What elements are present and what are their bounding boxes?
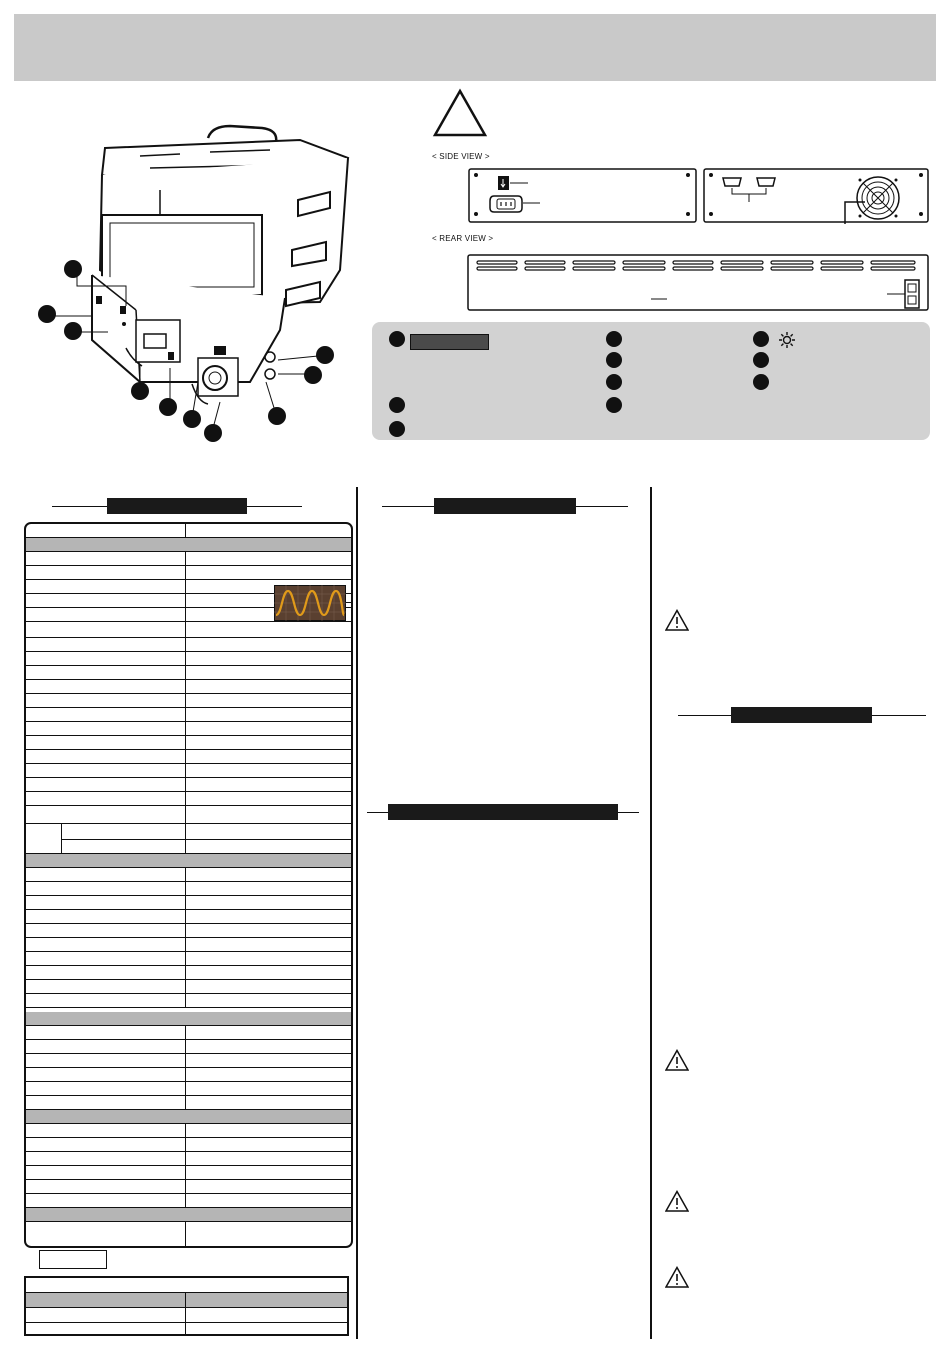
table-row [26, 750, 351, 764]
table-col-divider [185, 1293, 186, 1334]
table-row [26, 938, 351, 952]
callout-marker [64, 322, 82, 340]
table-row [26, 1040, 351, 1054]
table-row [26, 778, 351, 792]
header-band [14, 14, 936, 81]
table-row [26, 708, 351, 722]
rear-view-panel [467, 254, 929, 312]
table-group-header [26, 1012, 351, 1026]
callout-marker [204, 424, 222, 442]
table-group-header [26, 1208, 351, 1222]
column-divider [650, 487, 652, 1339]
callout-marker [38, 305, 56, 323]
table-group-header [26, 538, 351, 552]
legend-marker [753, 352, 769, 368]
callout-marker [64, 260, 82, 278]
table-row [26, 1068, 351, 1082]
table-row [26, 1054, 351, 1068]
table-row [26, 524, 351, 538]
table-row [26, 1124, 351, 1138]
legend-marker [606, 374, 622, 390]
table-row [26, 566, 351, 580]
table-group-header [26, 854, 351, 868]
sine-wave-icon [274, 585, 346, 621]
section-title-bar [107, 498, 247, 514]
product-illustration [30, 120, 360, 450]
warning-icon [665, 1190, 689, 1212]
specifications-table [24, 522, 353, 1248]
side-view-label: < SIDE VIEW > [432, 152, 490, 161]
table-row [26, 882, 351, 896]
leader-line [346, 602, 352, 603]
table-row [26, 910, 351, 924]
legend-marker [606, 331, 622, 347]
table-row [26, 1138, 351, 1152]
note-label-box [39, 1250, 107, 1269]
section-title-bar [388, 804, 618, 820]
table-row [26, 868, 351, 882]
table-row [26, 652, 351, 666]
table-row [61, 826, 351, 840]
section-title-bar [434, 498, 576, 514]
legend-marker [389, 397, 405, 413]
table-row [26, 1166, 351, 1180]
table-col-divider [61, 824, 62, 854]
table-row [26, 924, 351, 938]
warning-icon [665, 1049, 689, 1071]
secondary-table [24, 1276, 349, 1336]
table-row [26, 1026, 351, 1040]
table-row [26, 1194, 351, 1208]
table-row [26, 1278, 347, 1293]
table-row [26, 694, 351, 708]
legend-highlight-box [410, 334, 489, 350]
legend-marker [753, 374, 769, 390]
table-row [26, 1222, 351, 1236]
table-row [26, 840, 351, 854]
legend-marker [753, 331, 769, 347]
table-row [26, 552, 351, 566]
sun-icon [778, 331, 796, 349]
table-row [26, 680, 351, 694]
table-row [26, 1096, 351, 1110]
table-row [26, 810, 351, 824]
table-row [26, 736, 351, 750]
table-row [26, 792, 351, 806]
table-row [26, 1152, 351, 1166]
rear-view-label: < REAR VIEW > [432, 234, 494, 243]
table-group-header [26, 1293, 347, 1308]
warning-triangle-icon [432, 88, 488, 138]
table-group-header [26, 1110, 351, 1124]
table-row [26, 952, 351, 966]
table-row [26, 666, 351, 680]
table-row [26, 994, 351, 1008]
legend-marker [606, 397, 622, 413]
callout-marker [159, 398, 177, 416]
table-row [26, 638, 351, 652]
table-row [26, 1180, 351, 1194]
table-row [26, 764, 351, 778]
callout-marker [183, 410, 201, 428]
table-row [26, 980, 351, 994]
callout-marker [304, 366, 322, 384]
legend-marker [389, 421, 405, 437]
column-divider [356, 487, 358, 1339]
callout-marker [268, 407, 286, 425]
table-row [26, 1321, 347, 1336]
table-row [26, 624, 351, 638]
table-row [26, 896, 351, 910]
table-row [26, 1082, 351, 1096]
legend-marker [606, 352, 622, 368]
callout-marker [316, 346, 334, 364]
side-view-panel-left [468, 168, 697, 224]
legend-marker [389, 331, 405, 347]
warning-icon [665, 609, 689, 631]
section-title-bar [731, 707, 872, 723]
warning-icon [665, 1266, 689, 1288]
callout-marker [131, 382, 149, 400]
side-view-panel-right [703, 168, 929, 224]
table-row [26, 966, 351, 980]
table-row [26, 722, 351, 736]
